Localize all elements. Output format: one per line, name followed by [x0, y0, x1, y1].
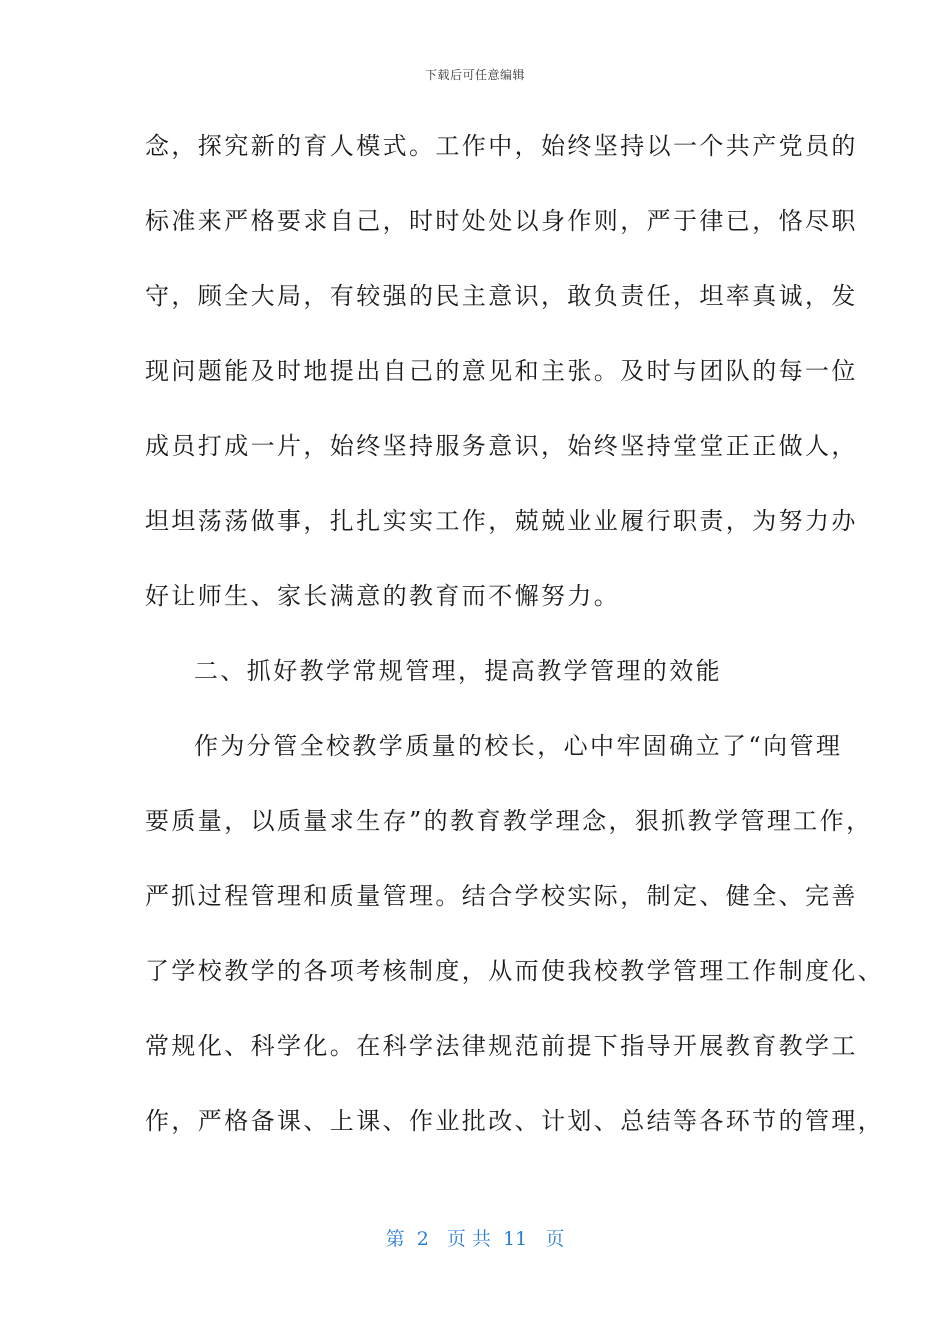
body-line: 坦坦荡荡做事，扎扎实实工作，兢兢业业履行职责，为努力办 [145, 507, 858, 535]
body-line: 要质量，以质量求生存”的教育教学理念，狠抓教学管理工作， [145, 807, 873, 835]
body-line: 了学校教学的各项考核制度，从而使我校教学管理工作制度化、 [145, 957, 885, 985]
page-header: 下载后可任意编辑 [424, 68, 525, 82]
page-number: 第 2 页 共 11 页 [385, 1228, 565, 1250]
section-heading: 二、抓好教学常规管理，提高教学管理的效能 [194, 657, 722, 685]
body-line: 常规化、科学化。在科学法律规范前提下指导开展教育教学工 [145, 1032, 858, 1060]
body-line: 成员打成一片，始终坚持服务意识，始终坚持堂堂正正做人， [145, 432, 858, 460]
body-line: 念，探究新的育人模式。工作中，始终坚持以一个共产党员的 [145, 132, 858, 160]
body-line: 严抓过程管理和质量管理。结合学校实际，制定、健全、完善 [145, 882, 858, 910]
body-line: 作，严格备课、上课、作业批改、计划、总结等各环节的管理， [145, 1107, 885, 1135]
body-line: 好让师生、家长满意的教育而不懈努力。 [145, 582, 621, 610]
body-line: 作为分管全校教学质量的校长，心中牢固确立了“向管理 [194, 732, 843, 760]
body-line: 现问题能及时地提出自己的意见和主张。及时与团队的每一位 [145, 357, 858, 385]
body-line: 标准来严格要求自己，时时处处以身作则，严于律已，恪尽职 [145, 207, 858, 235]
document-body [145, 120, 885, 1170]
body-line: 守，顾全大局，有较强的民主意识，敢负责任，坦率真诚，发 [145, 282, 858, 310]
